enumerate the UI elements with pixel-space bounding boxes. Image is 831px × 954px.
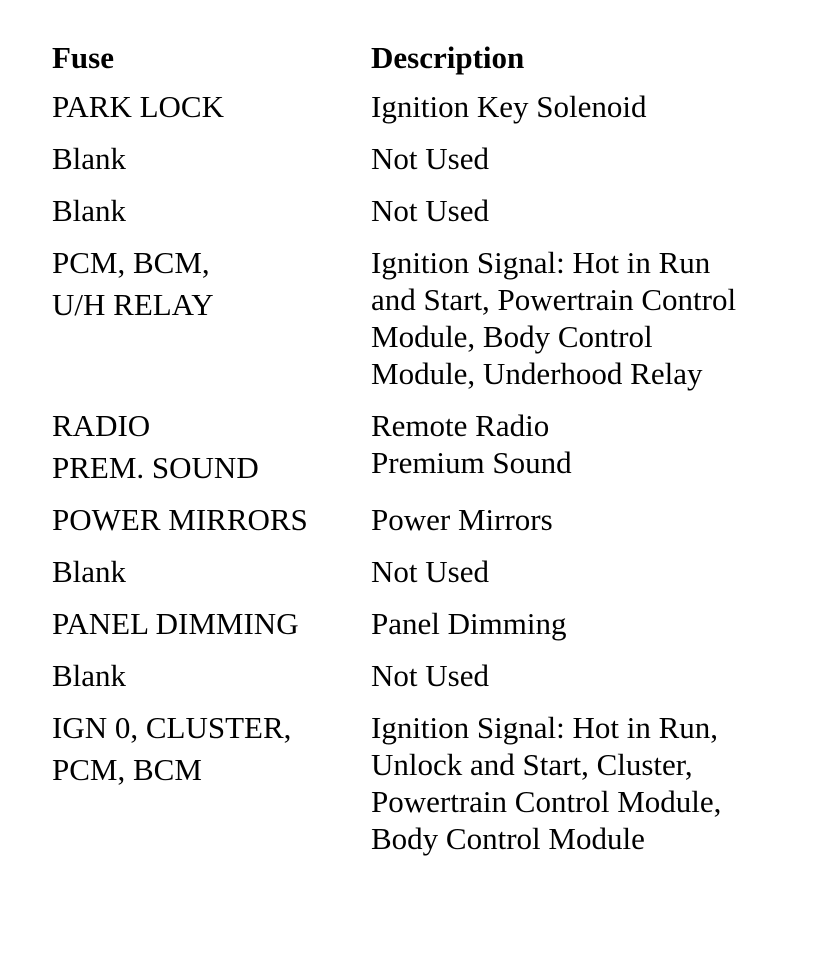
description-text: Body Control Module [371, 821, 645, 856]
description-text: Ignition Signal: Hot in Run, [371, 710, 719, 745]
table-row [52, 599, 736, 651]
description-text: Ignition Signal: Hot in Run [371, 245, 711, 280]
description-cell [371, 547, 736, 599]
table-row [52, 134, 736, 186]
description-cell [371, 651, 736, 703]
description-cell [371, 401, 736, 495]
fuse-name: Blank [52, 658, 127, 693]
fuse-cell [52, 134, 371, 186]
description-text: Not Used [371, 193, 489, 228]
fuse-name: U/H RELAY [52, 287, 214, 322]
fuse-name: PCM, BCM [52, 752, 202, 787]
fuse-cell [52, 186, 371, 238]
description-text: Module, Underhood Relay [371, 356, 703, 391]
fuse-name: Blank [52, 193, 127, 228]
description-cell [371, 495, 736, 547]
description-cell [371, 186, 736, 238]
description-text: Ignition Key Solenoid [371, 89, 647, 124]
fuse-name: Blank [52, 554, 127, 589]
fuse-cell [52, 703, 371, 866]
description-text: Power Mirrors [371, 502, 553, 537]
table-row [52, 82, 736, 134]
fuse-name: PARK LOCK [52, 89, 224, 124]
fuse-column-header: Fuse [52, 39, 114, 75]
description-text: Panel Dimming [371, 606, 567, 641]
description-text: Not Used [371, 658, 489, 693]
description-text: Unlock and Start, Cluster, [371, 747, 693, 782]
description-cell [371, 599, 736, 651]
table-row [52, 547, 736, 599]
description-text: and Start, Powertrain Control [371, 282, 737, 317]
table-row [52, 186, 736, 238]
table-body [52, 82, 736, 866]
fuse-cell [52, 495, 371, 547]
fuse-name: PANEL DIMMING [52, 606, 299, 641]
fuse-name: Blank [52, 141, 127, 176]
description-text: Premium Sound [371, 445, 572, 480]
description-text: Powertrain Control Module, [371, 784, 722, 819]
fuse-cell [52, 651, 371, 703]
fuse-name: IGN 0, CLUSTER, [52, 710, 292, 745]
description-text: Module, Body Control [371, 319, 653, 354]
description-cell [371, 703, 736, 866]
header-row [52, 32, 736, 82]
description-text: Not Used [371, 554, 489, 589]
table-row [52, 401, 736, 495]
table-row [52, 651, 736, 703]
fuse-cell [52, 238, 371, 401]
fuse-name: PCM, BCM, [52, 245, 210, 280]
fuse-cell [52, 401, 371, 495]
fuse-name: PREM. SOUND [52, 450, 259, 485]
description-text: Not Used [371, 141, 489, 176]
fuse-name: RADIO [52, 408, 151, 443]
fuse-cell [52, 599, 371, 651]
description-text: Remote Radio [371, 408, 550, 443]
table-row [52, 495, 736, 547]
table-row [52, 238, 736, 401]
fuse-cell [52, 547, 371, 599]
description-cell [371, 238, 736, 401]
description-cell [371, 134, 736, 186]
fuse-name: POWER MIRRORS [52, 502, 308, 537]
description-cell [371, 82, 736, 134]
description-column-header: Description [371, 39, 525, 75]
fuse-cell [52, 82, 371, 134]
table-row [52, 703, 736, 866]
fuse-table [52, 32, 736, 866]
